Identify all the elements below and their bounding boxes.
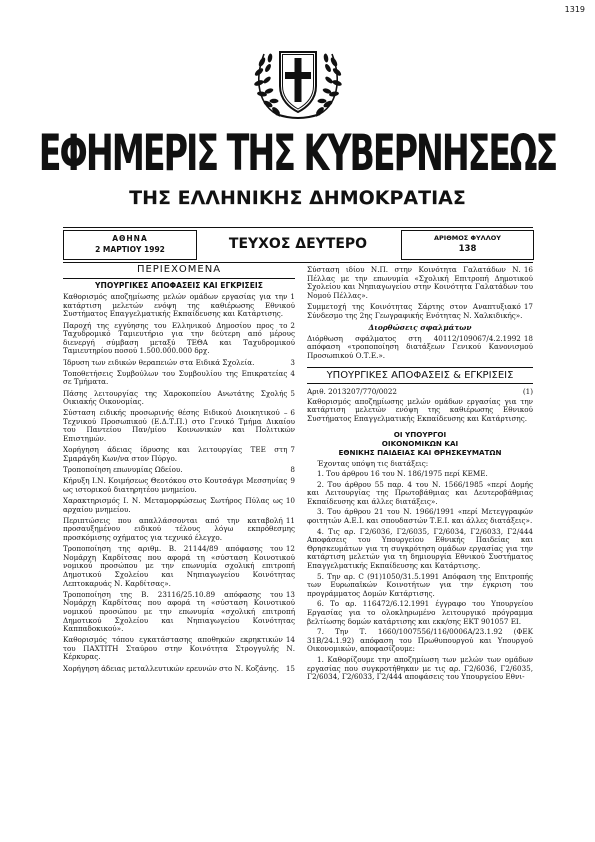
right-column — [307, 266, 533, 684]
contents-entry — [63, 477, 295, 494]
contents-entry-page: 6 — [290, 408, 295, 418]
issue-date: 2 ΜΑΡΤΙΟΥ 1992 — [95, 245, 165, 254]
decision-number: Αριθ. 2013207/770/0022 — [307, 388, 397, 397]
sheet-number-label: ΑΡΙΘΜΟΣ ΦΥΛΛΟΥ — [434, 234, 501, 242]
contents-entry-page: 4 — [290, 368, 295, 378]
sheet-number-box — [401, 230, 534, 260]
contents-column — [63, 266, 295, 676]
contents-entry — [63, 446, 295, 463]
contents-entry-page: 17 — [523, 301, 533, 311]
decision-provision: 6. Το αρ. 116472/6.12.1991 έγγραφο του Υπουργείου Εργασίας για το ολοκληρωμένο λειτουργικό πρόγραμμα βελτίωσης δομών κατάρτισης και εκκ/σης ΕΚΤ 901057 ΕΙ. — [307, 599, 533, 626]
contents-entry-text: Σύσταση ιδίου Ν.Π. στην Κοινότητα Γαλατάδων Ν. Πέλλας με την επωνυμία «Σχολική Επιτροπή Δημοτικού Σχολείου και Νηπιαγωγείου στην Κοινότητα Γαλατάδων του Νομού Πέλλας». — [307, 265, 533, 300]
contents-entry — [63, 497, 295, 514]
ministers-line-3: ΕΘΝΙΚΗΣ ΠΑΙΔΕΙΑΣ ΚΑΙ ΘΡΗΣΚΕΥΜΑΤΩΝ — [338, 447, 502, 457]
ministers-line-2: ΟΙΚΟΝΟΜΙΚΩΝ ΚΑΙ — [381, 438, 459, 448]
contents-list-continued — [307, 266, 533, 320]
contents-entry-text: Διόρθωση σφάλματος στη 40112/109067/4.2.1992 απόφαση «τροποποίηση διατάξεων Γενικού Κανονισμού Προσωπικού Ο.Τ.Ε.». — [307, 333, 533, 360]
date-box — [63, 230, 197, 260]
contents-section-title: ΥΠΟΥΡΓΙΚΕΣ ΑΠΟΦΑΣΕΙΣ ΚΑΙ ΕΓΚΡΙΣΕΙΣ — [95, 280, 263, 290]
sheet-number: 138 — [458, 244, 477, 254]
decision-provision: 4. Τις αρ. Γ2/6036, Γ2/6035, Γ2/6034, Γ2/6033, Γ2/444 Αποφάσεις του Υπουργείου Εθνικής Παιδείας και Θρησκευμάτων για τη συγκρότηση ομάδων εργασίας για την κατάρτιση μελετών για τη δημιουργία Εθνικού Συστήματος Επαγγελματικής Εκπαίδευσης και Κατάρτισης. — [307, 526, 533, 571]
contents-entry-page: 16 — [523, 265, 533, 274]
contents-entry-page: 12 — [285, 544, 295, 554]
contents-entry-page: 14 — [285, 635, 295, 645]
contents-entry-page: 2 — [290, 320, 295, 330]
decision-provisions — [307, 470, 533, 682]
contents-entry — [63, 591, 295, 634]
contents-entry — [63, 359, 295, 368]
contents-list — [63, 293, 295, 673]
contents-entry-page: 9 — [290, 476, 295, 486]
contents-entry-page: 13 — [285, 589, 295, 599]
masthead-subtitle: ΤΗΣ ΕΛΛΗΝΙΚΗΣ ΔΗΜΟΚΡΑΤΙΑΣ — [129, 187, 466, 209]
contents-entry — [63, 517, 295, 543]
contents-entry-text: Χορήγηση άδειας ίδρυσης και λειτουργίας ΤΕΕ στη Σμαράγδη Κων/να στον Πύργο. — [63, 445, 288, 463]
corrections-title: Διορθώσεις σφαλμάτων — [368, 323, 472, 333]
ministers-line-1: ΟΙ ΥΠΟΥΡΓΟΙ — [393, 429, 447, 439]
decision-summary: Καθορισμός αποζημίωσης μελών ομάδων εργασίας για την κατάρτιση μελετών ενόψη της καθιέρωσης Εθνικού Συστήματος Επαγγελματικής Εκπαίδευσης και Κατάρτισης. — [307, 396, 533, 423]
contents-entry-page: 8 — [290, 465, 295, 475]
decision-provision: 3. Του άρθρου 21 του Ν. 1966/1991 «περί Μετεγγραφών φοιτητών Α.Ε.Ι. και σπουδαστών Τ.Ε.Ι. και άλλες διατάξεις». — [307, 507, 533, 526]
contents-entry — [307, 303, 533, 320]
contents-entry — [63, 409, 295, 443]
decision-number-row — [307, 388, 533, 397]
page-number: 1319 — [564, 5, 585, 14]
decision-provision: 5. Την αρ. C (91)1050/31.5.1991 Απόφαση της Επιτροπής των Ευρωπαϊκών Κοινοτήτων για την έγκριση του προγράμματος Δομών Κατάρτισης. — [307, 571, 533, 598]
contents-entry-page: 1 — [290, 292, 295, 302]
contents-entry-page: 5 — [290, 388, 295, 398]
contents-entry-text: Κήρυξη Ι.Ν. Κοιμήσεως Θεοτόκου στο Κουτσάγρι Μεσσηνίας ως ιστορικού διατηρητέου μνημείου. — [63, 476, 288, 494]
decision-index: (1) — [522, 388, 533, 397]
contents-entry — [63, 390, 295, 407]
contents-entry-text: Τροποποίηση επωνυμίας Ωδείου. — [63, 465, 183, 475]
contents-entry — [63, 665, 295, 674]
contents-entry-text: Καθορισμός τόπου εγκατάστασης αποθηκών εκρηκτικών του ΠΑΧΤΙΤΗ Σταύρου στην Κοινότητα Στρογγυλής Ν. Κέρκυρας. — [63, 635, 295, 662]
contents-title: ΠΕΡΙΕΧΟΜΕΝΑ — [63, 266, 295, 279]
contents-entry-text: Καθορισμός αποζημίωσης μελών ομάδων εργασίας για την κατάρτιση μελετών ενόψη της καθιέρωσης Εθνικού Συστήματος Επαγγελματικής Εκπαίδευσης και Κατάρτισης. — [63, 292, 295, 319]
contents-entry-text: Τοποθετήσεις Συμβούλων του Συμβουλίου της Επικρατείας σε Τμήματα. — [63, 368, 288, 387]
contents-entry — [63, 370, 295, 387]
contents-entry-text: Σύσταση ειδικής προσωρινής θέσης Ειδικού Διοικητικού – Τεχνικού Προσωπικού (Ε.Δ.Τ.Π.) στο Γενικό Τμήμα Δικαίου του Παντείου Παν/μίου Κοινωνικών και Πολιτικών Επιστημών. — [63, 408, 295, 444]
contents-entry-text: Χορήγηση άδειας μεταλλευτικών ερευνών στο Ν. Κοζάνης. — [63, 663, 279, 673]
masthead-title: ΕΦΗΜΕΡΙΣ ΤΗΣ ΚΥΒΕΡΝΗΣΕΩΣ — [38, 123, 557, 182]
contents-entry-page: 15 — [285, 663, 295, 673]
decision-provision: 7. Την Τ. 1660/1007556/116/0006Α/23.1.92 (ΦΕΚ 31Β/24.1.92) απόφαση του Πρωθυπουργού και Υπουργού Οικονομικών, αποφασίζουμε: — [307, 627, 533, 654]
contents-entry — [63, 545, 295, 588]
contents-entry-page: 11 — [285, 515, 295, 525]
contents-entry-text: Χαρακτηρισμός Ι. Ν. Μεταμορφώσεως Σωτήρος Πύλας ως αρχαίου μνημείου. — [63, 496, 283, 514]
contents-entry-text: Παροχή της εγγύησης του Ελληνικού Δημοσίου προς το Ταχυδρομικό Ταμιευτήριο για την δεύτερη από μέρους διενεργή σύμβαση μεταξύ ΤΕΘΑ και Ταχυδρομικού Ταμιευτηρίου ποσού 1.500.000.000 δρχ. — [63, 320, 295, 356]
contents-entry-text: Τροποποίηση της αριθμ. Β. 21144/89 απόφασης του Νομάρχη Καρδίτσας που αφορά τη «σύσταση Κοινοτικού νομικού προσώπου με την επωνυμία σχολική επιτροπή Δημοτικού Σχολείου και Νηπιαγωγείου Κοινότητας Λεπτοκαρυάς Ν. Καρδίτσας». — [63, 544, 295, 588]
contents-entry-page: 7 — [290, 445, 295, 455]
corrections-list — [307, 335, 533, 361]
contents-entry — [63, 322, 295, 356]
decisions-heading: ΥΠΟΥΡΓΙΚΕΣ ΑΠΟΦΑΣΕΙΣ & ΕΓΚΡΙΣΕΙΣ — [307, 372, 533, 385]
issue-header — [63, 227, 533, 263]
decision-provision: 1. Του άρθρου 16 του Ν. 186/1975 περί ΚΕΜΕ. — [317, 469, 488, 479]
contents-entry-text: Πάσης λειτουργίας της Χαροκοπείου Ανωτάτης Σχολής Οικιακής Οικονομίας. — [63, 388, 288, 407]
contents-entry-page: 18 — [523, 333, 533, 343]
contents-entry-page: 3 — [290, 357, 295, 367]
contents-entry-text: Τροποποίηση της Β. 23116/25.10.89 απόφασης του Νομάρχη Καρδίτσας που αφορά τη «σύσταση Κοινοτικού νομικού προσώπου με την επωνυμία «σχολική επιτροπή Δημοτικού Σχολείου και Νηπιαγωγείου Κοινότητας Καππαδοκικού». — [63, 589, 295, 634]
contents-entry-text: Συμμετοχή της Κοινότητας Σάρτης στον Αναπτυξιακό Σύνδεσμο της 2ης Γεωγραφικής Ενότητας Ν. Χαλκιδικής». — [307, 301, 523, 320]
city-label: ΑΘΗΝΑ — [112, 234, 148, 243]
contents-entry — [63, 636, 295, 662]
divider — [307, 367, 533, 368]
greek-coat-of-arms-emblem — [250, 40, 346, 122]
contents-entry — [63, 466, 295, 475]
issue-part: ΤΕΥΧΟΣ ΔΕΥΤΕΡΟ — [228, 236, 368, 252]
contents-entry — [63, 293, 295, 319]
decision-provision: 1. Καθορίζουμε την αποζημίωση των μελών των ομάδων εργασίας που συγκροτήθηκαν με τις αρ. Γ2/6036, Γ2/6035, Γ2/6034, Γ2/6033, Γ2/444 αποφάσεις του Υπουργείου Εθνι- — [307, 654, 533, 682]
contents-entry-text: Ίδρυση των ειδικών θεραπειών στα Ειδικά Σχολεία. — [63, 357, 255, 367]
contents-entry-text: Περιπτώσεις που απαλλάσσονται από την καταβολή προσαυξημένου ειδικού τέλους λόγω εκπρόθεσμης προσκόμισης οχήματος για τεχνικό έλεγχο. — [63, 515, 295, 542]
decision-provision: 2. Του άρθρου 55 παρ. 4 του Ν. 1566/1985 «περί Δομής και Λειτουργίας της Πρωτοβάθμιας και Δευτεροβάθμιας Εκπαίδευσης και άλλες διατάξεις». — [307, 479, 533, 506]
contents-entry — [307, 266, 533, 300]
having-regard: Έχοντας υπόψη τις διατάξεις: — [317, 458, 429, 468]
contents-entry-page: 10 — [285, 496, 295, 505]
contents-entry — [307, 335, 533, 361]
